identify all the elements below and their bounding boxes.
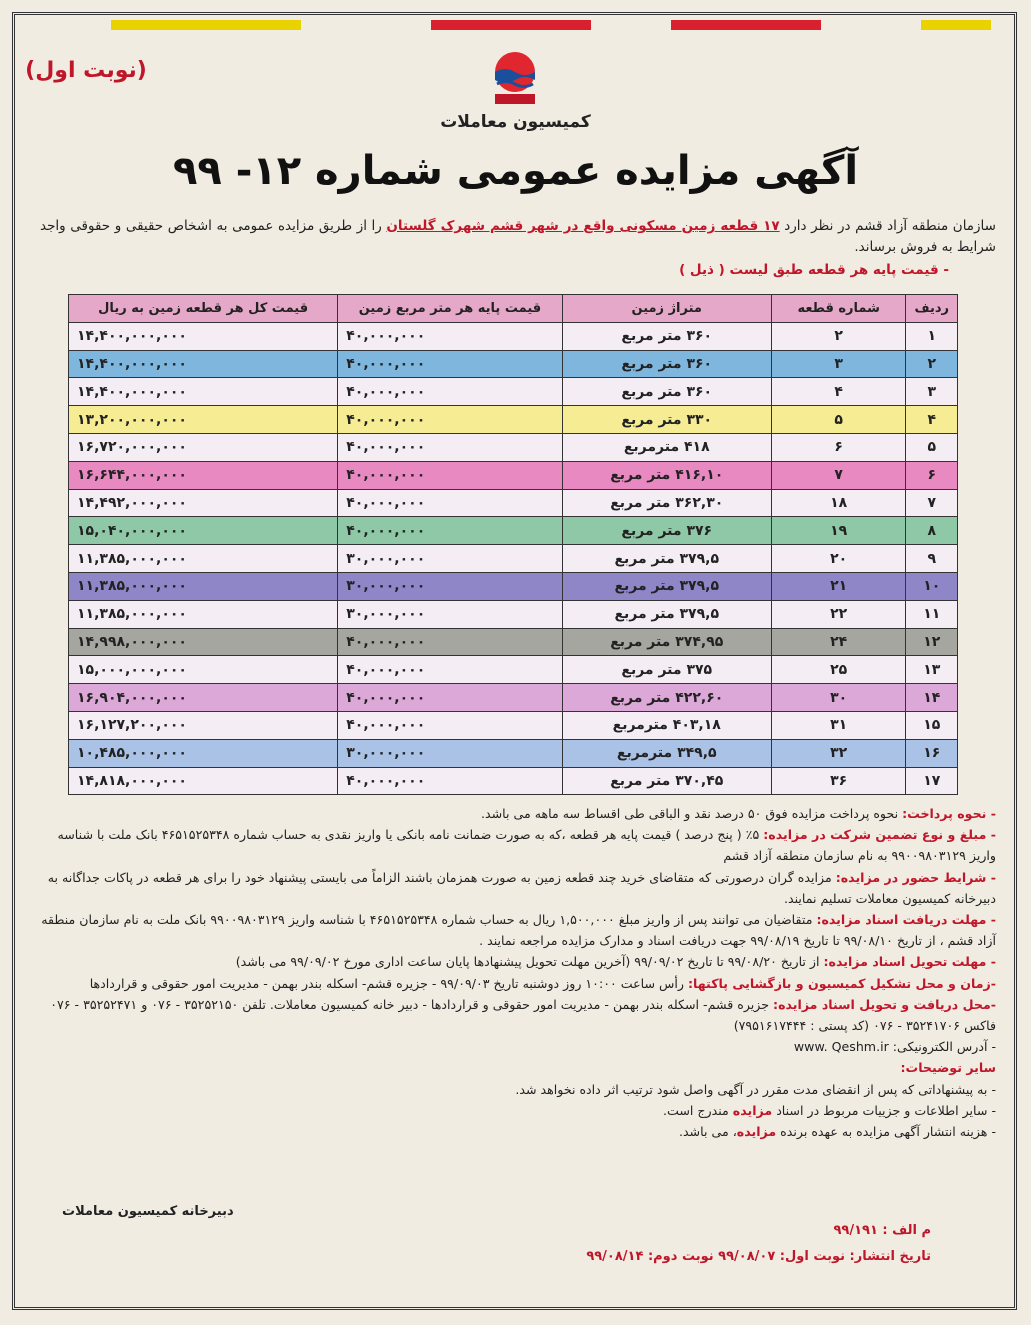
cell-row-number: ۴: [906, 406, 958, 434]
other-note-2a: - سایر اطلاعات و جزییات مربوط در اسناد: [772, 1102, 996, 1118]
cell-lot-number: ۱۹: [771, 517, 906, 545]
cell-lot-number: ۳۶: [771, 767, 906, 795]
cell-land-area: ۳۶۰ متر مربع: [562, 378, 771, 406]
cell-base-price: ۴۰,۰۰۰,۰۰۰: [338, 684, 562, 712]
table-header-row: [69, 295, 958, 323]
lots-table: [68, 294, 958, 795]
cell-lot-number: ۶: [771, 433, 906, 461]
cell-total-price: ۱۴,۴۰۰,۰۰۰,۰۰۰: [69, 322, 338, 350]
cell-total-price: ۱۶,۷۲۰,۰۰۰,۰۰۰: [69, 433, 338, 461]
cell-row-number: ۱۷: [906, 767, 958, 795]
intro-highlight: ۱۷ قطعه زمین مسکونی واقع در شهر قشم شهرک گلستان: [386, 218, 780, 234]
cell-base-price: ۴۰,۰۰۰,۰۰۰: [338, 489, 562, 517]
first-publication-badge: (نوبت اول): [25, 58, 147, 83]
table-body: [69, 322, 958, 795]
intro-paragraph: [40, 216, 996, 258]
cell-total-price: ۱۵,۰۰۰,۰۰۰,۰۰۰: [69, 656, 338, 684]
cell-lot-number: ۲۵: [771, 656, 906, 684]
publication-footer: [586, 1218, 931, 1270]
term-opening: [40, 973, 996, 994]
cell-base-price: ۴۰,۰۰۰,۰۰۰: [338, 711, 562, 739]
table-row: [69, 656, 958, 684]
cell-lot-number: ۱۸: [771, 489, 906, 517]
cell-land-area: ۴۱۸ مترمربع: [562, 433, 771, 461]
page-title: آگهی مزایده عمومی شماره ۱۲- ۹۹: [172, 148, 859, 194]
cell-total-price: ۱۱,۳۸۵,۰۰۰,۰۰۰: [69, 600, 338, 628]
term-delivery: [40, 951, 996, 972]
header-row-number: ردیف: [906, 295, 958, 323]
cell-base-price: ۴۰,۰۰۰,۰۰۰: [338, 378, 562, 406]
table-row: [69, 628, 958, 656]
cell-land-area: ۳۷۹,۵ متر مربع: [562, 545, 771, 573]
table-row: [69, 489, 958, 517]
publish-dates: تاریخ انتشار: نوبت اول: ۹۹/۰۸/۰۷ نوبت دوم: ۹۹/۰۸/۱۴: [586, 1249, 931, 1264]
table-row: [69, 600, 958, 628]
cell-total-price: ۱۰,۴۸۵,۰۰۰,۰۰۰: [69, 739, 338, 767]
cell-lot-number: ۲۱: [771, 572, 906, 600]
cell-lot-number: ۴: [771, 378, 906, 406]
term-deposit: [40, 824, 996, 866]
cell-base-price: ۴۰,۰۰۰,۰۰۰: [338, 461, 562, 489]
table-row: [69, 711, 958, 739]
term-payment: [40, 803, 996, 824]
term-payment-text: نحوه پرداخت مزایده فوق ۵۰ درصد نقد و الباقی طی اقساط سه ماهه می باشد.: [481, 806, 903, 821]
table-row: [69, 406, 958, 434]
secretariat-signature: دبیرخانه کمیسیون معاملات: [62, 1204, 234, 1219]
cell-land-area: ۳۷۹,۵ متر مربع: [562, 600, 771, 628]
header-land-area: متراژ زمین: [562, 295, 771, 323]
cell-row-number: ۳: [906, 378, 958, 406]
other-note-2: [40, 1100, 996, 1121]
intro-text-1: سازمان منطقه آزاد قشم در نظر دارد: [779, 218, 996, 234]
cell-lot-number: ۳۲: [771, 739, 906, 767]
cell-total-price: ۱۱,۳۸۵,۰۰۰,۰۰۰: [69, 545, 338, 573]
term-website: - آدرس الکترونیکی: www. Qeshm.ir: [793, 1039, 996, 1055]
intro-text-2: را از طریق مزایده عمومی به اشخاص حقیقی و حقوقی واجد شرایط به فروش برساند.: [40, 218, 996, 255]
cell-total-price: ۱۴,۴۰۰,۰۰۰,۰۰۰: [69, 350, 338, 378]
cell-row-number: ۱۰: [906, 572, 958, 600]
cell-total-price: ۱۶,۱۲۷,۲۰۰,۰۰۰: [69, 711, 338, 739]
ad-code: م الف : ۹۹/۱۹۱: [833, 1223, 931, 1238]
cell-land-area: ۴۰۳,۱۸ مترمربع: [562, 711, 771, 739]
cell-row-number: ۵: [906, 433, 958, 461]
term-docs: [40, 909, 996, 951]
cell-row-number: ۱۵: [906, 711, 958, 739]
term-opening-text: رأس ساعت ۱۰:۰۰ روز دوشنبه تاریخ ۹۹/۰۹/۰۳ - جزیره قشم- اسکله بندر بهمن - مدیریت امور حقوقی و قراردادها: [89, 975, 688, 991]
cell-lot-number: ۷: [771, 461, 906, 489]
cell-base-price: ۴۰,۰۰۰,۰۰۰: [338, 767, 562, 795]
cell-base-price: ۴۰,۰۰۰,۰۰۰: [338, 656, 562, 684]
cell-base-price: ۳۰,۰۰۰,۰۰۰: [338, 545, 562, 573]
cell-row-number: ۹: [906, 545, 958, 573]
cell-row-number: ۲: [906, 350, 958, 378]
commission-name: کمیسیون معاملات: [440, 112, 591, 132]
cell-land-area: ۳۳۰ متر مربع: [562, 406, 771, 434]
cell-lot-number: ۳۱: [771, 711, 906, 739]
terms-section: [40, 803, 996, 1142]
term-attendance: [40, 867, 996, 909]
other-note-2b: مزایده: [732, 1102, 773, 1118]
cell-total-price: ۱۳,۲۰۰,۰۰۰,۰۰۰: [69, 406, 338, 434]
cell-row-number: ۶: [906, 461, 958, 489]
table-row: [69, 572, 958, 600]
top-color-bars: [40, 20, 991, 32]
table-row: [69, 378, 958, 406]
table-row: [69, 739, 958, 767]
cell-land-area: ۴۱۶,۱۰ متر مربع: [562, 461, 771, 489]
header-base-price: قیمت پایه هر متر مربع زمین: [338, 295, 562, 323]
cell-base-price: ۴۰,۰۰۰,۰۰۰: [338, 628, 562, 656]
cell-total-price: ۱۴,۴۰۰,۰۰۰,۰۰۰: [69, 378, 338, 406]
cell-lot-number: ۲۰: [771, 545, 906, 573]
term-docs-label: - مهلت دریافت اسناد مزایده:: [816, 912, 996, 928]
cell-base-price: ۴۰,۰۰۰,۰۰۰: [338, 517, 562, 545]
cell-base-price: ۳۰,۰۰۰,۰۰۰: [338, 600, 562, 628]
table-row: [69, 684, 958, 712]
cell-land-area: ۳۷۴,۹۵ متر مربع: [562, 628, 771, 656]
term-attendance-label: - شرایط حضور در مزایده:: [835, 869, 996, 885]
cell-land-area: ۳۶۰ متر مربع: [562, 322, 771, 350]
table-row: [69, 517, 958, 545]
cell-row-number: ۱: [906, 322, 958, 350]
cell-base-price: ۴۰,۰۰۰,۰۰۰: [338, 433, 562, 461]
cell-total-price: ۱۴,۸۱۸,۰۰۰,۰۰۰: [69, 767, 338, 795]
cell-total-price: ۱۴,۹۹۸,۰۰۰,۰۰۰: [69, 628, 338, 656]
header-total-price: قیمت کل هر قطعه زمین به ریال: [69, 295, 338, 323]
table-row: [69, 322, 958, 350]
other-note-2c: مندرج است.: [663, 1102, 733, 1118]
cell-lot-number: ۲: [771, 322, 906, 350]
cell-land-area: ۳۷۵ متر مربع: [562, 656, 771, 684]
other-note-3a: - هزینه انتشار آگهی مزایده به عهده برنده: [776, 1124, 996, 1140]
term-deposit-text: ۵٪ ( پنج درصد ) قیمت پایه هر قطعه ،که به صورت ضمانت نامه بانکی یا واریز نقدی به حساب شماره ۴۶۵۱۵۲۵۳۴۸ بانک ملت با شناسه واریز ۹۹۰۰۹۸۰۳۱۲۹ به نام سازمان منطقه آزاد قشم: [57, 827, 996, 864]
cell-base-price: ۴۰,۰۰۰,۰۰۰: [338, 406, 562, 434]
cell-lot-number: ۳۰: [771, 684, 906, 712]
table-row: [69, 433, 958, 461]
cell-row-number: ۱۶: [906, 739, 958, 767]
other-note-1: - به پیشنهاداتی که پس از انقضای مدت مقرر در آگهی واصل شود ترتیب اثر داده نخواهد شد.: [515, 1081, 996, 1097]
term-delivery-label: - مهلت تحویل اسناد مزایده:: [823, 954, 996, 970]
base-price-note: - قیمت پایه هر قطعه طبق لیست ( ذیل ): [679, 262, 949, 278]
cell-total-price: ۱۱,۳۸۵,۰۰۰,۰۰۰: [69, 572, 338, 600]
term-deposit-label: - مبلغ و نوع تضمین شرکت در مزایده:: [763, 827, 996, 843]
term-docs-text: متقاضیان می توانند پس از واریز مبلغ ۱,۵۰۰,۰۰۰ ریال به حساب شماره ۴۶۵۱۵۲۵۳۴۸ با شناسه واریز ۹۹۰۰۹۸۰۳۱۲۹ بانک ملت به نام سازمان منطقه آزاد قشم ، از تاریخ ۹۹/۰۸/۱۰ تا تاریخ ۹۹/۰۸/۱۹ جهت دریافت اسناد و مدارک مزایده مراجعه نمایند .: [41, 912, 996, 949]
table-row: [69, 545, 958, 573]
cell-land-area: ۳۴۹,۵ مترمربع: [562, 739, 771, 767]
other-note-3b: مزایده: [736, 1124, 777, 1140]
cell-base-price: ۳۰,۰۰۰,۰۰۰: [338, 572, 562, 600]
cell-lot-number: ۳: [771, 350, 906, 378]
cell-row-number: ۱۴: [906, 684, 958, 712]
term-place: [40, 994, 996, 1036]
cell-total-price: ۱۶,۶۴۴,۰۰۰,۰۰۰: [69, 461, 338, 489]
term-payment-label: - نحوه پرداخت:: [902, 806, 996, 821]
cell-land-area: ۳۷۰,۴۵ متر مربع: [562, 767, 771, 795]
cell-base-price: ۳۰,۰۰۰,۰۰۰: [338, 739, 562, 767]
table-row: [69, 767, 958, 795]
cell-base-price: ۴۰,۰۰۰,۰۰۰: [338, 350, 562, 378]
other-note-3: [40, 1121, 996, 1142]
header-lot-number: شماره قطعه: [771, 295, 906, 323]
cell-row-number: ۱۲: [906, 628, 958, 656]
table-row: [69, 350, 958, 378]
cell-total-price: ۱۴,۴۹۲,۰۰۰,۰۰۰: [69, 489, 338, 517]
cell-land-area: ۳۷۹,۵ متر مربع: [562, 572, 771, 600]
cell-land-area: ۳۷۶ متر مربع: [562, 517, 771, 545]
cell-row-number: ۱۳: [906, 656, 958, 684]
table-row: [69, 461, 958, 489]
term-delivery-text: از تاریخ ۹۹/۰۸/۲۰ تا تاریخ ۹۹/۰۹/۰۲ (آخرین مهلت تحویل پیشنهادها پایان ساعت اداری مورخ ۹۹/۰۹/۰۲ می باشد): [235, 954, 824, 970]
term-place-text: جزیره قشم- اسکله بندر بهمن - مدیریت امور حقوقی و قراردادها - دبیر خانه کمیسیون معاملات. تلفن ۳۵۲۵۲۱۵۰ - ۰۷۶ و ۳۵۲۵۲۴۷۱ - ۰۷۶ فاکس ۳۵۲۴۱۷۰۶ - ۰۷۶ (کد پستی : ۷۹۵۱۶۱۷۴۴۴): [50, 996, 996, 1034]
term-opening-label: -زمان و محل تشکیل کمیسیون و بازگشایی پاکتها:: [687, 975, 996, 991]
cell-land-area: ۴۲۲,۶۰ متر مربع: [562, 684, 771, 712]
other-notes-label: سایر توضیحات:: [900, 1060, 996, 1076]
term-place-label: -محل دریافت و تحویل اسناد مزایده:: [773, 996, 996, 1012]
cell-row-number: ۸: [906, 517, 958, 545]
cell-total-price: ۱۵,۰۴۰,۰۰۰,۰۰۰: [69, 517, 338, 545]
cell-land-area: ۳۶۰ متر مربع: [562, 350, 771, 378]
cell-lot-number: ۲۴: [771, 628, 906, 656]
other-note-3c: ، می باشد.: [678, 1124, 737, 1140]
cell-land-area: ۳۶۲,۳۰ متر مربع: [562, 489, 771, 517]
cell-lot-number: ۵: [771, 406, 906, 434]
cell-row-number: ۷: [906, 489, 958, 517]
term-attendance-text: مزایده گران درصورتی که متقاضای خرید چند قطعه زمین به صورت همزمان باشند الزاماً می بایستی پیشنهاد خود را برای هر قطعه در پاکات جداگانه به دبیرخانه کمیسیون معاملات تسلیم نمایند.: [47, 869, 996, 906]
cell-lot-number: ۲۲: [771, 600, 906, 628]
cell-total-price: ۱۶,۹۰۴,۰۰۰,۰۰۰: [69, 684, 338, 712]
cell-row-number: ۱۱: [906, 600, 958, 628]
cell-base-price: ۴۰,۰۰۰,۰۰۰: [338, 322, 562, 350]
free-zone-logo: [475, 48, 555, 108]
